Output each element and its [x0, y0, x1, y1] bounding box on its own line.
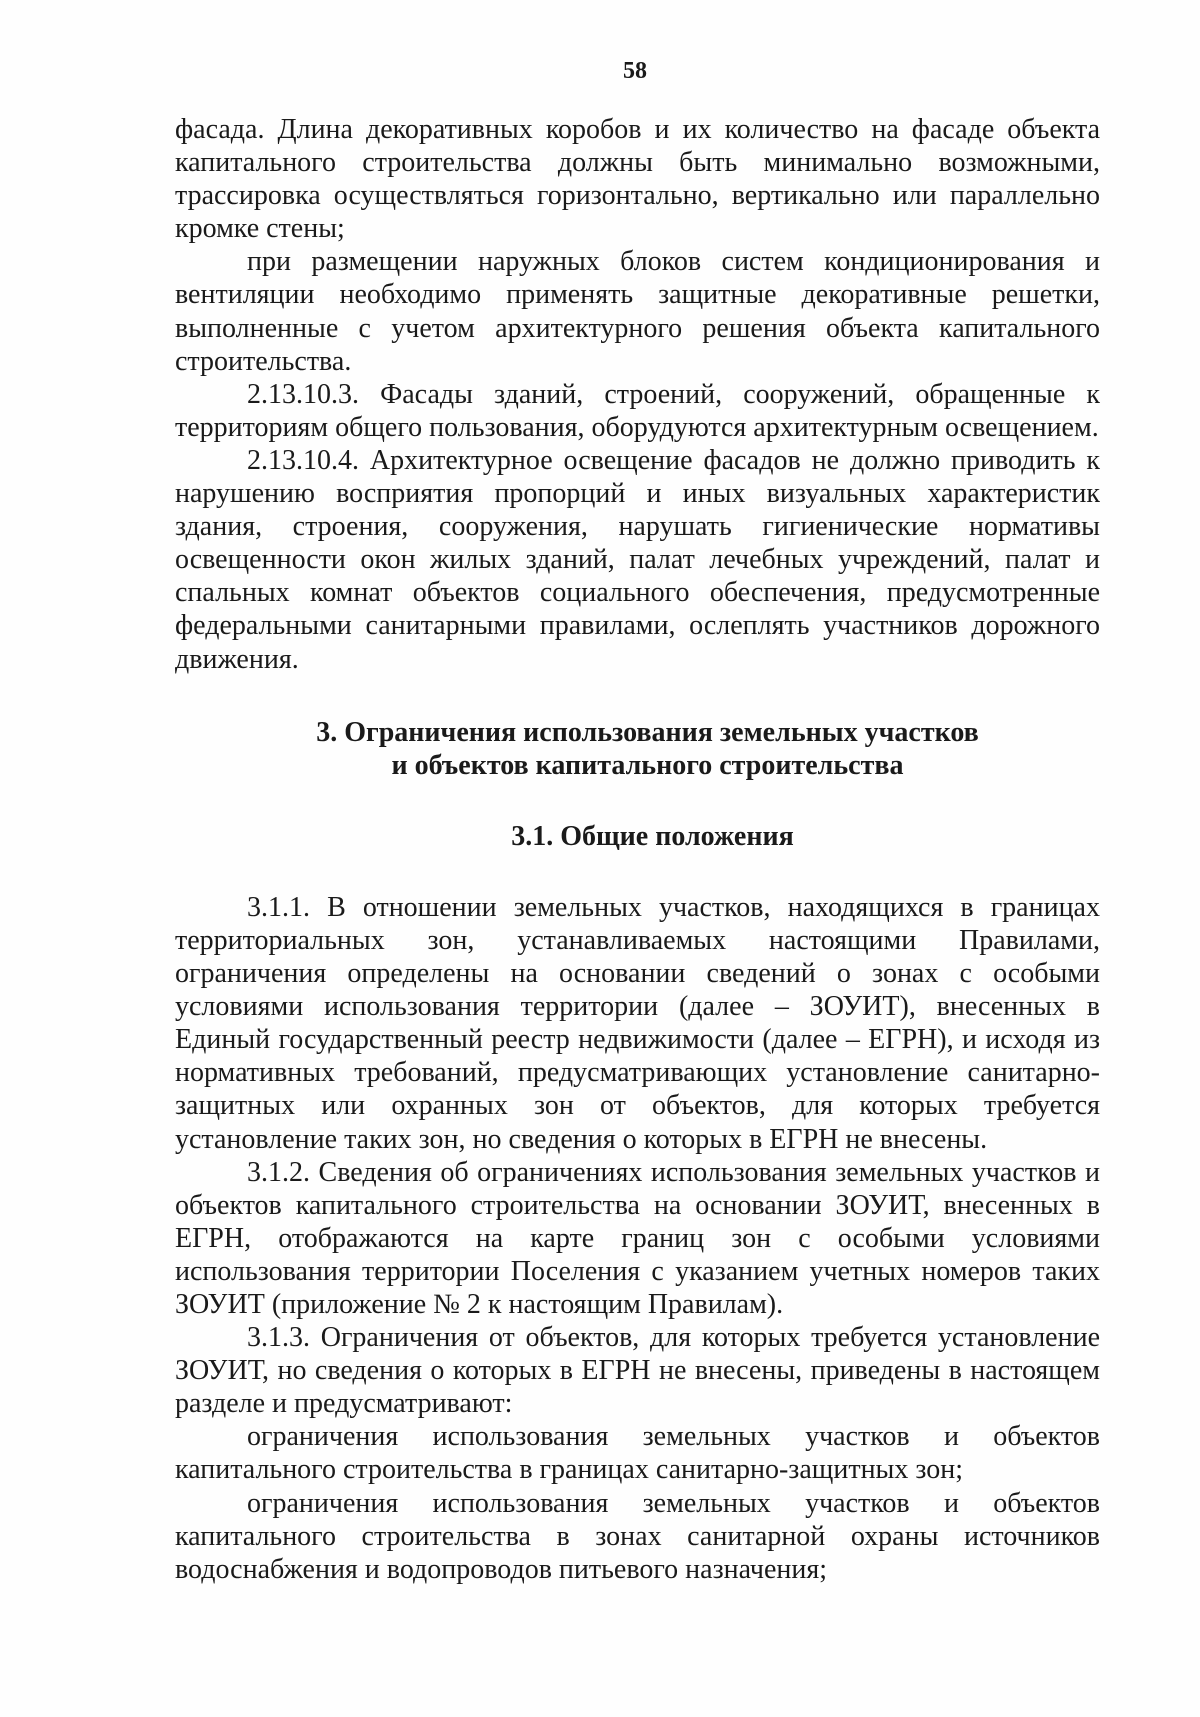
paragraph-2-13-10-4: 2.13.10.4. Архитектурное освещение фасадов не должно приводить к нарушению восприятия пропорций и иных визуальных характеристик здания, строения, сооружения, нарушать гигиенические нормативы освещенности окон жилых зданий, палат лечебных учреждений, палат и спальных комнат объектов социального обеспечения, предусмотренные федеральными санитарными правилами, ослеплять участников дорожного движения. — [175, 444, 1100, 675]
page-number: 58 — [623, 58, 647, 84]
subsection-heading: 3.1. Общие положения — [511, 820, 794, 852]
paragraph-3-1-2: 3.1.2. Сведения об ограничениях использования земельных участков и объектов капитального строительства на основании ЗОУИТ, внесенных в ЕГРН, отображаются на карте границ зон с особыми условиями использования территории Поселения с указанием учетных номеров таких ЗОУИТ (приложение № 2 к настоящим Правилам). — [175, 1156, 1100, 1320]
document-body — [175, 113, 1100, 1586]
paragraph-3-1-1: 3.1.1. В отношении земельных участков, находящихся в границах территориальных зон, устанавливаемых настоящими Правилами, ограничения определены на основании сведений о зонах с особыми условиями использования территории (далее – ЗОУИТ), внесенных в Единый государственный реестр недвижимости (далее – ЕГРН), и исходя из нормативных требований, предусматривающих установление санитарно-защитных или охранных зон от объектов, для которых требуется установление таких зон, но сведения о которых в ЕГРН не внесены. — [175, 891, 1100, 1155]
paragraph-water-protection-zones: ограничения использования земельных участков и объектов капитального строительства в зонах санитарной охраны источников водоснабжения и водопроводов питьевого назначения; — [175, 1487, 1100, 1585]
section-heading — [175, 716, 1100, 782]
paragraph-air-conditioning: при размещении наружных блоков систем кондиционирования и вентиляции необходимо применять защитные декоративные решетки, выполненные с учетом архитектурного решения объекта капитального строительства. — [175, 246, 1100, 377]
paragraph-2-13-10-3: 2.13.10.3. Фасады зданий, строений, сооружений, обращенные к территориям общего пользования, оборудуются архитектурным освещением. — [175, 378, 1100, 443]
section-heading-line-1: 3. Ограничения использования земельных участков — [316, 716, 979, 748]
paragraph-facade-boxes: фасада. Длина декоративных коробов и их количество на фасаде объекта капитального строительства должны быть минимально возможными, трассировка осуществляться горизонтально, вертикально или параллельно кромке стены; — [175, 114, 1100, 245]
paragraph-sanitary-zones: ограничения использования земельных участков и объектов капитального строительства в границах санитарно-защитных зон; — [175, 1421, 1100, 1486]
section-heading-line-2: и объектов капитального строительства — [391, 749, 904, 781]
paragraph-3-1-3: 3.1.3. Ограничения от объектов, для которых требуется установление ЗОУИТ, но сведения о которых в ЕГРН не внесены, приведены в настоящем разделе и предусматривают: — [175, 1322, 1100, 1420]
